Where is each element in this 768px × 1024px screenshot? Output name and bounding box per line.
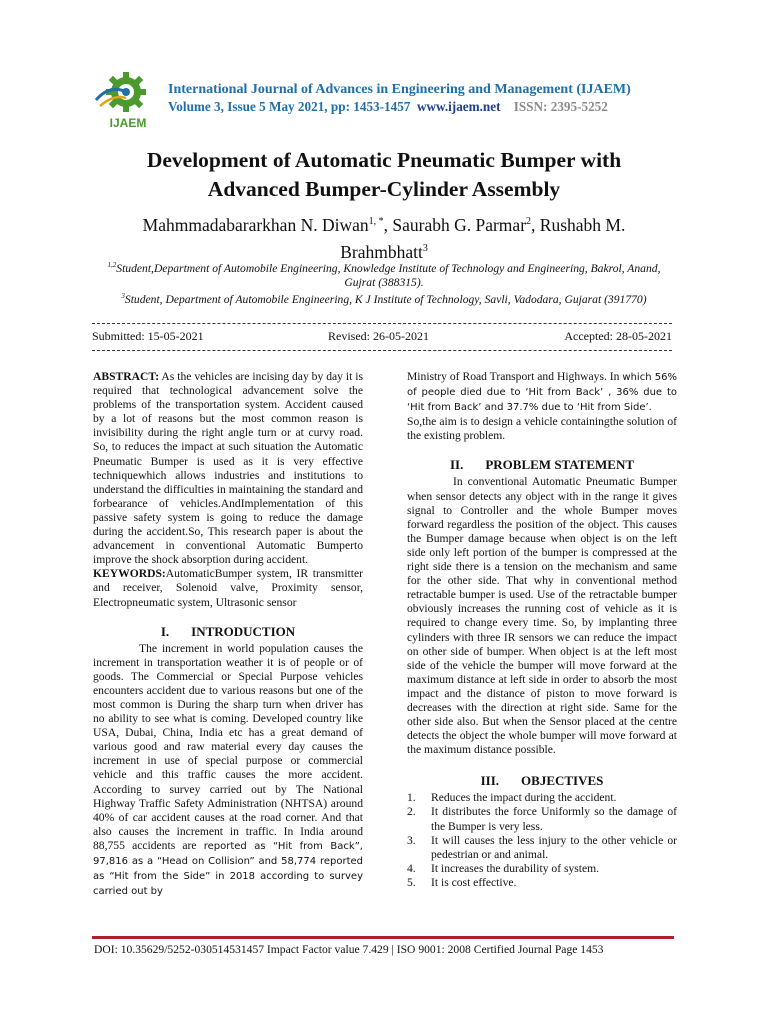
right-column — [407, 370, 677, 890]
list-item: 4. It increases the durability of system. — [407, 861, 600, 875]
journal-website-link[interactable]: www.ijaem.net — [417, 99, 501, 114]
svg-text:IJAEM: IJAEM — [109, 116, 147, 130]
list-item: 2. It distributes the force Uniformly so the damage of the Bumper is very less. — [407, 805, 677, 833]
page-footer: DOI: 10.35629/5252-030514531457 Impact Factor value 7.429 | ISO 9001: 2008 Certified Journal Page 1453 — [94, 943, 604, 956]
list-item: 5. It is cost effective. — [407, 875, 517, 889]
aim-text: So,the aim is to design a vehicle containingthe solution of the existing problem. — [407, 415, 677, 443]
author-name: , Rushabh M. — [531, 214, 626, 235]
problem-statement-text: In conventional Automatic Pneumatic Bumper when sensor detects any object with in the range it gives signal to Controller and the whole Bumper moves forward regardless the position of the object. This causes the Bumper damage because when object is on the left side only left portion of the bumper is compressed at the right side there is a tension on the mechanism and same for the other side. That why in conventional method retractable bumper is used. Use of the retractable bumper obviously increases the running cost of vehicle as it is required to change every time. So, by implanting three cylinders with three IR sensors we can reduce the impact on other side of bumper. When object is at the left most side of the vehicle the bumper will move forward at the maximum distance at left side in order to absorb the most impact and the distance of piston to move forward is decreases with the direction at right side. Same for the other side also. But when the Sensor placed at the centre detects the object the whole bumper will move forward at the maximum distance possible. — [407, 475, 677, 757]
revised-date: Revised: 26-05-2021 — [328, 329, 429, 343]
footer-rule — [92, 936, 674, 939]
divider — [92, 350, 672, 351]
section-heading-problem-statement: II. PROBLEM STATEMENT — [449, 457, 635, 473]
author-name: Mahmmadabararkhan N. Diwan — [142, 214, 369, 235]
submitted-date: Submitted: 15-05-2021 — [92, 329, 204, 343]
author-name: Brahmbhatt — [340, 241, 423, 262]
issn: ISSN: 2395-5252 — [513, 99, 608, 114]
affiliation: $^3$Student, Department of Automobile Engineering, K J Institute of Technology, Savli, Vadodara, Gujarat (391770) — [121, 292, 647, 306]
objectives-list — [407, 791, 677, 890]
abstract: ABSTRACT: As the vehicles are incising day by day it is required that technological advancement solve the problems of the transportation system. Accident caused by a lot of reasons but the most common reason is invisibility during the right angle turn or at curvy road. So, to reduces the impact at such situation the Automatic Pneumatic Bumper is used as it is very effective techniquewhich allows industries and institutions to understand the difficulties in maintaining the standard and forbearance of vehicles.AndImplementation of this passive safety system is going to reduce the damage during the accident.So, This research paper is about the advancement in conventional Automatic Bumperto improve the shock absorption during accident. — [93, 370, 363, 567]
submission-dates — [92, 329, 672, 345]
journal-name: International Journal of Advances in Engineering and Management (IJAEM) — [168, 82, 631, 97]
list-item: 1. Reduces the impact during the accident. — [407, 791, 617, 805]
affiliation: $^{1,2}$Student,Department of Automobile Engineering, Knowledge Institute of Technology and Engineering, Bakrol, Anand, Gujrat (388315). — [107, 261, 661, 289]
section-heading-objectives: III. OBJECTIVES — [480, 773, 604, 789]
section-heading-introduction: I. INTRODUCTION — [160, 623, 296, 639]
introduction-text: The increment in world population causes the increment in transportation weather it is of people or of goods. The Commercial or Special Purpose vehicles encounters accident due to various reasons but one of the most common is During the sharp turn when driver has no ability to see what is coming. Developed country like USA, Dubai, China, India etc has a great demand of various good and raw material every day causes the increment in use of special purpose or commercial vehicle and this traffic causes the more accident. According to survey carried out by The National Highway Traffic Safety Administration (NHTSA) around 40% of car accident causes at the road corner. And that also causes the increment in traffic. In India around 88,755 accidents are reported as “Hit from Back”, 97,816 as a “Head on Collision” and 58,774 reported as “Hit from the Side” in 2018 according to survey carried out by — [93, 641, 363, 898]
issue-info: Volume 3, Issue 5 May 2021, pp: 1453-1457 — [168, 99, 411, 114]
ijaem-logo — [92, 70, 158, 130]
author-name: , Saurabh G. Parmar — [383, 214, 527, 235]
list-item: 3. It will causes the less injury to the other vehicle or pedestrian or and animal. — [407, 833, 677, 861]
keywords: KEYWORDS:AutomaticBumper system, IR transmitter and receiver, Solenoid valve, Proximity sensor, Electropneumatic system, Ultrasonic sensor — [93, 567, 363, 609]
left-column — [93, 370, 363, 899]
journal-header — [92, 70, 692, 130]
paper-title: Development of Automatic Pneumatic Bumper with Advanced Bumper-Cylinder Assembly — [146, 148, 622, 201]
accepted-date: Accepted: 28-05-2021 — [564, 329, 672, 343]
paper-authors: Mahmmadabararkhan N. Diwan$^{1, *}$, Saurabh G. Parmar$^2$, Rushabh M. Brahmbhatt$^3$ — [142, 214, 626, 262]
journal-issue-line — [168, 99, 608, 115]
introduction-continued: Ministry of Road Transport and Highways. In which 56% of people died due to ‘Hit from Back’ , 36% due to ‘Hit from Back’ and 37.7% due to ‘Hit from Side’. — [407, 370, 677, 414]
divider — [92, 323, 672, 324]
